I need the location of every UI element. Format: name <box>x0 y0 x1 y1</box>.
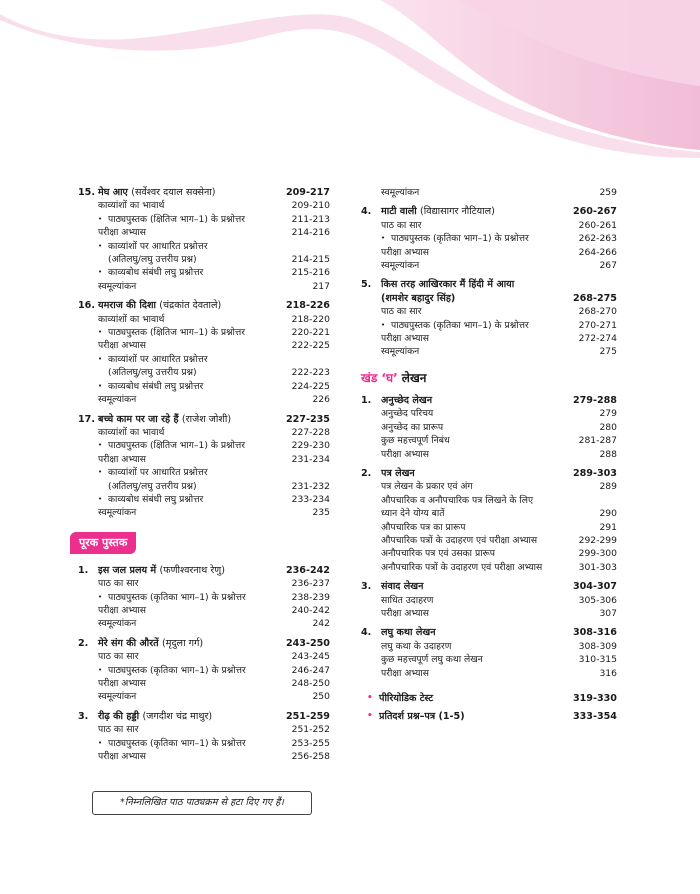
toc-entry[interactable] <box>361 607 617 620</box>
header-wave-decoration <box>0 0 700 160</box>
toc-entry-pages: 279 <box>599 408 617 420</box>
toc-entry-pages: 233-234 <box>291 493 330 505</box>
section-label: खंड ‘घ’ <box>361 370 398 385</box>
toc-entry-text: अनुच्छेद का प्रारूप <box>381 421 444 433</box>
toc-entry-pages: 275 <box>599 346 617 358</box>
chapter-title-wrap <box>361 394 573 407</box>
toc-entry-pages: 308-309 <box>578 640 617 652</box>
toc-entry[interactable] <box>78 380 330 393</box>
toc-entry-pages: 222-225 <box>291 340 330 352</box>
toc-entry-text: पाठ का सार <box>98 651 139 663</box>
toc-chapter-heading[interactable] <box>78 186 330 199</box>
chapter-title-wrap <box>361 205 573 218</box>
toc-entry[interactable] <box>78 604 330 617</box>
toc-entry[interactable] <box>361 594 617 607</box>
toc-entry[interactable] <box>78 664 330 677</box>
toc-entry-text: कुछ महत्त्वपूर्ण निबंध <box>381 435 450 447</box>
toc-entry-text: परीक्षा अभ्यास <box>98 227 147 239</box>
toc-entry-pages: 251-252 <box>291 724 330 736</box>
chapter-title-wrap <box>361 467 573 480</box>
toc-entry[interactable] <box>78 326 330 339</box>
toc-entry-pages: 281-287 <box>578 435 617 447</box>
toc-entry[interactable] <box>78 617 330 630</box>
toc-entry-pages: 272-274 <box>578 333 617 345</box>
toc-entry-text: • काव्यबोध संबंधी लघु प्रश्नोत्तर <box>98 493 290 506</box>
toc-entry[interactable] <box>78 737 330 750</box>
section-name: लेखन <box>397 370 427 385</box>
toc-entry-pages: 242 <box>312 618 330 630</box>
toc-entry-text: परीक्षा अभ्यास <box>98 604 147 616</box>
toc-entry[interactable] <box>78 690 330 703</box>
toc-entry-text: पत्र लेखन के प्रकार एवं अंग <box>381 481 473 493</box>
toc-entry[interactable] <box>78 280 330 293</box>
toc-entry-text: • पाठ्यपुस्तक (कृतिका भाग–1) के प्रश्नोत्तर <box>98 591 290 604</box>
chapter-pages: 236-242 <box>285 564 330 576</box>
toc-entry-pages: 292-299 <box>578 534 617 546</box>
toc-entry-text: लघु कथा के उदाहरण <box>381 640 452 652</box>
chapter-pages: 251-259 <box>285 710 330 722</box>
toc-entry[interactable] <box>361 421 617 434</box>
toc-right-column <box>361 186 617 730</box>
chapter-number: 4. <box>361 627 372 639</box>
toc-entry-text: • पाठ्यपुस्तक (कृतिका भाग–1) के प्रश्नोत्तर <box>381 232 577 245</box>
toc-chapter-heading[interactable] <box>361 205 617 218</box>
chapter-number: 2. <box>78 637 89 649</box>
toc-entry-pages: 236-237 <box>291 578 330 590</box>
toc-entry[interactable] <box>78 723 330 736</box>
chapter-title: बच्चे काम पर जा रहे हैं <box>98 413 179 425</box>
toc-entry-pages: 268-270 <box>578 306 617 318</box>
chapter-title-wrap <box>361 580 573 593</box>
chapter-title: किस तरह आखिरकार मैं हिंदी में आया <box>381 279 515 291</box>
section-heading-lekhan <box>361 369 617 386</box>
chapter-title-wrap <box>78 413 286 426</box>
toc-entry-pages: 290 <box>599 508 617 520</box>
toc-entry-text: परीक्षा अभ्यास <box>381 246 430 258</box>
chapter-author: (मृदुला गर्ग) <box>161 637 204 649</box>
toc-entry-pages: 305-306 <box>578 594 617 606</box>
toc-left-column <box>78 186 330 769</box>
chapter-pages: 279-288 <box>572 394 617 406</box>
toc-entry-text: ध्यान देने योग्य बातें <box>381 508 445 520</box>
toc-entry-text: काव्यांशों का भावार्थ <box>98 426 165 438</box>
toc-entry-text: (अतिलघु/लघु उत्तरीय प्रश्न) <box>108 367 197 379</box>
toc-entry-text: स्वमूल्यांकन <box>98 618 137 630</box>
toc-entry[interactable] <box>361 507 617 520</box>
toc-chapter-heading[interactable] <box>361 580 617 593</box>
toc-entry-text: • काव्यांशों पर आधारित प्रश्नोत्तर <box>98 353 290 366</box>
toc-entry-text: पाठ का सार <box>381 219 422 231</box>
toc-entry-pages: 250 <box>312 691 330 703</box>
toc-entry-text: परीक्षा अभ्यास <box>381 333 430 345</box>
toc-entry-pages: 238-239 <box>291 591 330 603</box>
chapter-title: माटी वाली <box>381 206 417 218</box>
toc-entry-text: परीक्षा अभ्यास <box>381 667 430 679</box>
toc-entry-pages: 310-315 <box>578 654 617 666</box>
toc-entry-pages: 262-263 <box>578 233 617 245</box>
chapter-title: मेरे संग की औरतें <box>98 637 159 649</box>
toc-chapter-heading[interactable] <box>78 299 330 312</box>
toc-entry-text: • पाठ्यपुस्तक (क्षितिज भाग–1) के प्रश्नोत्तर <box>98 213 290 226</box>
toc-entry-pages: 267 <box>599 260 617 272</box>
test-entry[interactable] <box>361 710 617 723</box>
toc-entry[interactable] <box>361 232 617 245</box>
toc-entry[interactable] <box>361 305 617 318</box>
toc-entry-text: • पाठ्यपुस्तक (कृतिका भाग–1) के प्रश्नोत्तर <box>98 737 290 750</box>
toc-entry[interactable] <box>78 266 330 279</box>
toc-entry[interactable] <box>78 750 330 763</box>
test-entry[interactable] <box>361 692 617 705</box>
toc-entry[interactable] <box>78 339 330 352</box>
test-title: • पीरियोडिक टेस्ट <box>367 692 573 705</box>
toc-entry-pages: 226 <box>312 394 330 406</box>
toc-entry[interactable] <box>361 345 617 358</box>
toc-entry-pages: 218-220 <box>291 313 330 325</box>
toc-entry-text: पाठ का सार <box>381 306 422 318</box>
toc-entry[interactable] <box>361 332 617 345</box>
toc-entry[interactable] <box>361 319 617 332</box>
chapter-title-wrap <box>78 710 286 723</box>
toc-entry-pages: 264-266 <box>578 246 617 258</box>
toc-entry-text: स्वमूल्यांकन <box>98 280 137 292</box>
toc-entry-pages: 214-215 <box>291 254 330 266</box>
test-title: • प्रतिदर्श प्रश्न–पत्र (1-5) <box>367 710 573 723</box>
toc-section <box>78 564 330 631</box>
chapter-title: संवाद लेखन <box>381 581 424 593</box>
toc-entry[interactable] <box>78 199 330 212</box>
toc-section <box>361 626 617 680</box>
toc-entry-text: अनौपचारिक पत्रों के उदाहरण एवं परीक्षा अभ्यास <box>381 561 543 573</box>
toc-entry[interactable] <box>78 677 330 690</box>
toc-entry-pages: 248-250 <box>291 678 330 689</box>
toc-entry-pages: 229-230 <box>291 440 330 452</box>
toc-entry[interactable] <box>361 259 617 272</box>
chapter-author: (विद्यासागर नौटियाल) <box>420 206 495 218</box>
toc-entry-pages: 222-223 <box>291 367 330 379</box>
chapter-pages: 289-303 <box>572 467 617 479</box>
toc-entry-text: औपचारिक पत्रों के उदाहरण एवं परीक्षा अभ्यास <box>381 534 538 546</box>
toc-entry[interactable] <box>361 434 617 447</box>
toc-entry-text: • काव्यांशों पर आधारित प्रश्नोत्तर <box>98 466 290 479</box>
toc-entry[interactable] <box>361 534 617 547</box>
toc-entry[interactable] <box>78 439 330 452</box>
toc-entry-text: परीक्षा अभ्यास <box>381 448 430 460</box>
toc-entry-pages: 231-234 <box>291 453 330 465</box>
toc-entry-text: पाठ का सार <box>98 724 139 736</box>
toc-entry[interactable] <box>361 521 617 534</box>
toc-section <box>78 413 330 520</box>
toc-section <box>361 394 617 461</box>
toc-section <box>78 710 330 764</box>
toc-entry[interactable] <box>361 480 617 493</box>
toc-entry-text: परीक्षा अभ्यास <box>98 453 147 465</box>
toc-entry-pages: 227-228 <box>291 426 330 438</box>
chapter-pages: 209-217 <box>285 187 330 198</box>
toc-section <box>361 205 617 272</box>
chapter-number: 1. <box>361 394 372 406</box>
chapter-number: 4. <box>361 206 372 218</box>
toc-entry-pages: 217 <box>312 280 330 292</box>
chapter-number: 5. <box>361 279 372 291</box>
chapter-title-wrap <box>78 299 286 312</box>
toc-entry[interactable] <box>78 591 330 604</box>
toc-entry[interactable] <box>361 547 617 560</box>
toc-entry[interactable] <box>361 186 617 199</box>
toc-chapter-heading[interactable] <box>78 413 330 426</box>
toc-entry-text: स्वमूल्यांकन <box>381 346 420 358</box>
toc-entry[interactable] <box>361 448 617 461</box>
toc-entry-text: परीक्षा अभ्यास <box>98 340 147 352</box>
toc-entry-text: स्वमूल्यांकन <box>98 507 137 519</box>
chapter-number: 15. <box>78 187 95 198</box>
toc-entry-pages: 316 <box>599 667 617 679</box>
toc-entry-pages: 220-221 <box>291 327 330 339</box>
toc-entry-pages: 211-213 <box>291 213 330 225</box>
toc-chapter-heading[interactable] <box>361 394 617 407</box>
toc-entry-text: साधित उदाहरण <box>381 594 434 606</box>
toc-entry[interactable] <box>78 480 330 493</box>
toc-entry[interactable] <box>361 667 617 680</box>
toc-entry[interactable] <box>78 650 330 663</box>
chapter-title-wrap <box>78 637 286 650</box>
toc-section <box>78 637 330 704</box>
chapter-number: 2. <box>361 467 372 479</box>
test-pages: 333-354 <box>572 711 617 723</box>
toc-entry[interactable] <box>78 213 330 226</box>
toc-entry-text: स्वमूल्यांकन <box>381 187 420 198</box>
toc-entry-text: • काव्यांशों पर आधारित प्रश्नोत्तर <box>98 240 290 253</box>
toc-entry-pages: 268-275 <box>572 292 617 304</box>
toc-entry-text: (शमशेर बहादुर सिंह) <box>381 292 456 304</box>
toc-entry[interactable] <box>78 253 330 266</box>
chapter-title: लघु कथा लेखन <box>381 627 436 639</box>
toc-entry-text: परीक्षा अभ्यास <box>98 678 147 689</box>
test-pages: 319-330 <box>572 693 617 704</box>
chapter-pages: 260-267 <box>572 206 617 218</box>
chapter-title-wrap <box>361 626 573 639</box>
toc-entry-text: • पाठ्यपुस्तक (कृतिका भाग–1) के प्रश्नोत्तर <box>98 664 290 677</box>
toc-entry[interactable] <box>361 292 617 305</box>
toc-entry-text: अनौपचारिक पत्र एवं उसका प्रारूप <box>381 548 495 560</box>
toc-entry-text: काव्यांशों का भावार्थ <box>98 200 165 212</box>
toc-entry-pages: 307 <box>599 607 617 619</box>
toc-entry[interactable] <box>78 393 330 406</box>
chapter-author: (फणीश्वरनाथ रेणु) <box>159 564 225 576</box>
toc-entry-pages: 231-232 <box>291 480 330 492</box>
chapter-author: (जगदीश चंद्र माथुर) <box>142 710 213 722</box>
chapter-title: मेघ आए <box>98 187 128 198</box>
chapter-author: (सर्वेश्वर दयाल सक्सेना) <box>131 187 216 198</box>
chapter-pages: 218-226 <box>285 300 330 312</box>
toc-entry[interactable] <box>361 219 617 232</box>
toc-entry-pages: 246-247 <box>291 664 330 676</box>
toc-chapter-heading[interactable] <box>361 278 617 291</box>
toc-entry[interactable] <box>78 366 330 379</box>
chapter-number: 1. <box>78 564 89 576</box>
chapter-number: 3. <box>78 710 89 722</box>
toc-entry-pages: 259 <box>599 187 617 198</box>
chapter-pages: 308-316 <box>572 627 617 639</box>
toc-entry[interactable] <box>78 313 330 326</box>
toc-entry-text: स्वमूल्यांकन <box>98 691 137 703</box>
chapter-number: 17. <box>78 413 95 425</box>
chapter-title: इस जल प्रलय में <box>98 564 157 576</box>
toc-entry-text: • काव्यबोध संबंधी लघु प्रश्नोत्तर <box>98 380 290 393</box>
toc-section <box>78 299 330 406</box>
toc-entry-text: परीक्षा अभ्यास <box>98 751 147 763</box>
toc-entry-text: स्वमूल्यांकन <box>98 394 137 406</box>
chapter-pages: 243-250 <box>285 637 330 649</box>
toc-entry-pages: 214-216 <box>291 227 330 239</box>
toc-entry-text: (अतिलघु/लघु उत्तरीय प्रश्न) <box>108 480 197 492</box>
toc-entry[interactable] <box>78 426 330 439</box>
toc-entry-text: अनुच्छेद परिचय <box>381 408 434 420</box>
toc-entry-text: • पाठ्यपुस्तक (क्षितिज भाग–1) के प्रश्नोत्तर <box>98 326 290 339</box>
toc-entry[interactable] <box>78 493 330 506</box>
toc-chapter-heading[interactable] <box>361 467 617 480</box>
toc-entry-pages: 299-300 <box>578 548 617 560</box>
toc-chapter-heading[interactable] <box>361 626 617 639</box>
toc-entry-pages: 209-210 <box>291 200 330 212</box>
toc-entry-text: • काव्यबोध संबंधी लघु प्रश्नोत्तर <box>98 266 290 279</box>
toc-entry-pages: 288 <box>599 448 617 460</box>
toc-entry-text: (अतिलघु/लघु उत्तरीय प्रश्न) <box>108 254 197 266</box>
toc-entry-pages: 270-271 <box>578 319 617 331</box>
toc-chapter-heading[interactable] <box>78 564 330 577</box>
toc-entry-text: पाठ का सार <box>98 578 139 590</box>
toc-entry-pages: 240-242 <box>291 604 330 616</box>
toc-entry-pages: 301-303 <box>578 561 617 573</box>
toc-entry-text: परीक्षा अभ्यास <box>381 607 430 619</box>
toc-entry-pages: 243-245 <box>291 651 330 663</box>
removed-lessons-note: *निम्नलिखित पाठ पाठ्यक्रम से हटा दिए गए हैं। <box>92 791 312 815</box>
toc-entry[interactable] <box>78 240 330 253</box>
toc-entry[interactable] <box>78 506 330 519</box>
toc-entry[interactable] <box>361 640 617 653</box>
toc-entry-text: कुछ महत्त्वपूर्ण लघु कथा लेखन <box>381 654 483 666</box>
toc-entry[interactable] <box>361 407 617 420</box>
toc-entry[interactable] <box>361 561 617 574</box>
toc-entry[interactable] <box>78 453 330 466</box>
chapter-title: अनुच्छेद लेखन <box>381 394 433 406</box>
toc-entry-pages: 280 <box>599 421 617 433</box>
chapter-title: रीढ़ की हड्डी <box>98 710 140 722</box>
toc-entry-text: • पाठ्यपुस्तक (कृतिका भाग–1) के प्रश्नोत्तर <box>381 319 577 332</box>
tests-list <box>361 692 617 724</box>
toc-entry[interactable] <box>361 246 617 259</box>
chapter-pages: 227-235 <box>285 413 330 425</box>
toc-entry[interactable] <box>78 577 330 590</box>
toc-entry[interactable] <box>361 653 617 666</box>
toc-entry-text: काव्यांशों का भावार्थ <box>98 313 165 325</box>
chapter-author: (राजेश जोशी) <box>181 413 232 425</box>
toc-entry[interactable] <box>78 466 330 479</box>
toc-entry[interactable] <box>78 353 330 366</box>
toc-section <box>361 278 617 358</box>
chapter-title: पत्र लेखन <box>381 467 415 479</box>
toc-entry[interactable] <box>78 226 330 239</box>
toc-entry-text: औपचारिक व अनौपचारिक पत्र लिखने के लिए <box>381 494 534 506</box>
chapter-author: (चंद्रकांत देवताले) <box>159 300 222 312</box>
toc-entry-text: औपचारिक पत्र का प्रारूप <box>381 521 466 533</box>
toc-entry-text: स्वमूल्यांकन <box>381 260 420 272</box>
toc-entry-pages: 235 <box>312 507 330 519</box>
toc-section <box>78 186 330 293</box>
chapter-title: यमराज की दिशा <box>98 300 156 312</box>
toc-entry-pages: 289 <box>599 481 617 493</box>
chapter-number: 16. <box>78 300 95 312</box>
supplement-book-label: पूरक पुस्तक <box>70 532 136 554</box>
toc-entry-pages: 224-225 <box>291 380 330 392</box>
toc-chapter-heading[interactable] <box>78 710 330 723</box>
toc-section <box>361 580 617 620</box>
toc-entry[interactable] <box>361 494 617 507</box>
toc-chapter-heading[interactable] <box>78 637 330 650</box>
toc-entry-text: • पाठ्यपुस्तक (क्षितिज भाग–1) के प्रश्नोत्तर <box>98 439 290 452</box>
chapter-title-wrap <box>361 278 577 291</box>
toc-entry-pages: 253-255 <box>291 737 330 749</box>
chapter-number: 3. <box>361 581 372 593</box>
chapter-pages: 304-307 <box>572 581 617 593</box>
toc-section <box>361 467 617 574</box>
chapter-title-wrap <box>78 186 286 199</box>
toc-entry-pages: 256-258 <box>291 751 330 763</box>
chapter-title-wrap <box>78 564 286 577</box>
toc-entry-pages: 260-261 <box>578 219 617 231</box>
toc-entry-pages: 291 <box>599 521 617 533</box>
toc-entry-pages: 215-216 <box>291 267 330 279</box>
